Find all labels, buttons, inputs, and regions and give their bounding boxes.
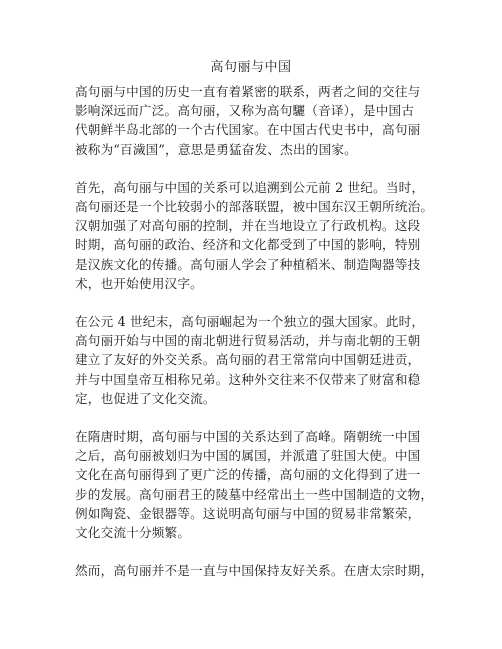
text-line: 之后，高句丽被划归为中国的属国，并派遣了驻国大使。中国	[75, 448, 421, 464]
text-line: 并与中国皇帝互相称兄弟。这种外交往来不仅带来了财富和稳	[75, 371, 421, 387]
paragraph	[75, 178, 435, 293]
text-line: 汉朝加强了对高句丽的控制，并在当地设立了行政机构。这段	[75, 218, 421, 234]
text-line: 影响深远而广泛。高句丽，又称为高句驪（音译），是中国古	[75, 103, 415, 119]
text-line: 被称为“百濊国”，意思是勇猛奋发、杰出的国家。	[75, 141, 357, 157]
paragraph	[75, 82, 435, 159]
paragraph	[75, 312, 435, 408]
text-line: 步的发展。高句丽君王的陵墓中经常出土一些中国制造的文物，	[75, 486, 434, 502]
text-line: 定，也促进了文化交流。	[75, 390, 216, 406]
text-line: 首先，高句丽与中国的关系可以追溯到公元前 2 世纪。当时，	[75, 179, 425, 195]
text-line: 高句丽开始与中国的南北朝进行贸易活动，并与南北朝的王朝	[75, 333, 421, 349]
text-line: 文化交流十分频繁。	[75, 525, 191, 541]
paragraph	[75, 427, 435, 542]
text-line: 术，也开始使用汉字。	[75, 275, 203, 291]
text-line: 例如陶瓷、金银器等。这说明高句丽与中国的贸易非常繁荣，	[75, 505, 421, 521]
text-line: 文化在高句丽得到了更广泛的传播，高句丽的文化得到了进一	[75, 467, 421, 483]
text-line: 时期，高句丽的政治、经济和文化都受到了中国的影响，特别	[75, 237, 421, 253]
text-line: 高句丽与中国的历史一直有着紧密的联系，两者之间的交往与	[75, 84, 421, 99]
text-line: 在隋唐时期，高句丽与中国的关系达到了高峰。隋朝统一中国	[75, 429, 421, 445]
document-body	[75, 82, 435, 599]
text-line: 然而，高句丽并不是一直与中国保持友好关系。在唐太宗时期，	[75, 563, 434, 579]
document-title: 高句丽与中国	[210, 60, 292, 75]
text-line: 是汉族文化的传播。高句丽人学会了种植稻米、制造陶器等技	[75, 256, 421, 272]
paragraph	[75, 561, 435, 580]
text-line: 在公元 4 世纪末，高句丽崛起为一个独立的强大国家。此时，	[75, 314, 425, 330]
text-line: 建立了友好的外交关系。高句丽的君王常常向中国朝廷进贡，	[75, 352, 421, 368]
text-line: 高句丽还是一个比较弱小的部落联盟，被中国东汉王朝所统治。	[75, 199, 434, 215]
text-line: 代朝鲜半岛北部的一个古代国家。在中国古代史书中，高句丽	[75, 122, 421, 138]
